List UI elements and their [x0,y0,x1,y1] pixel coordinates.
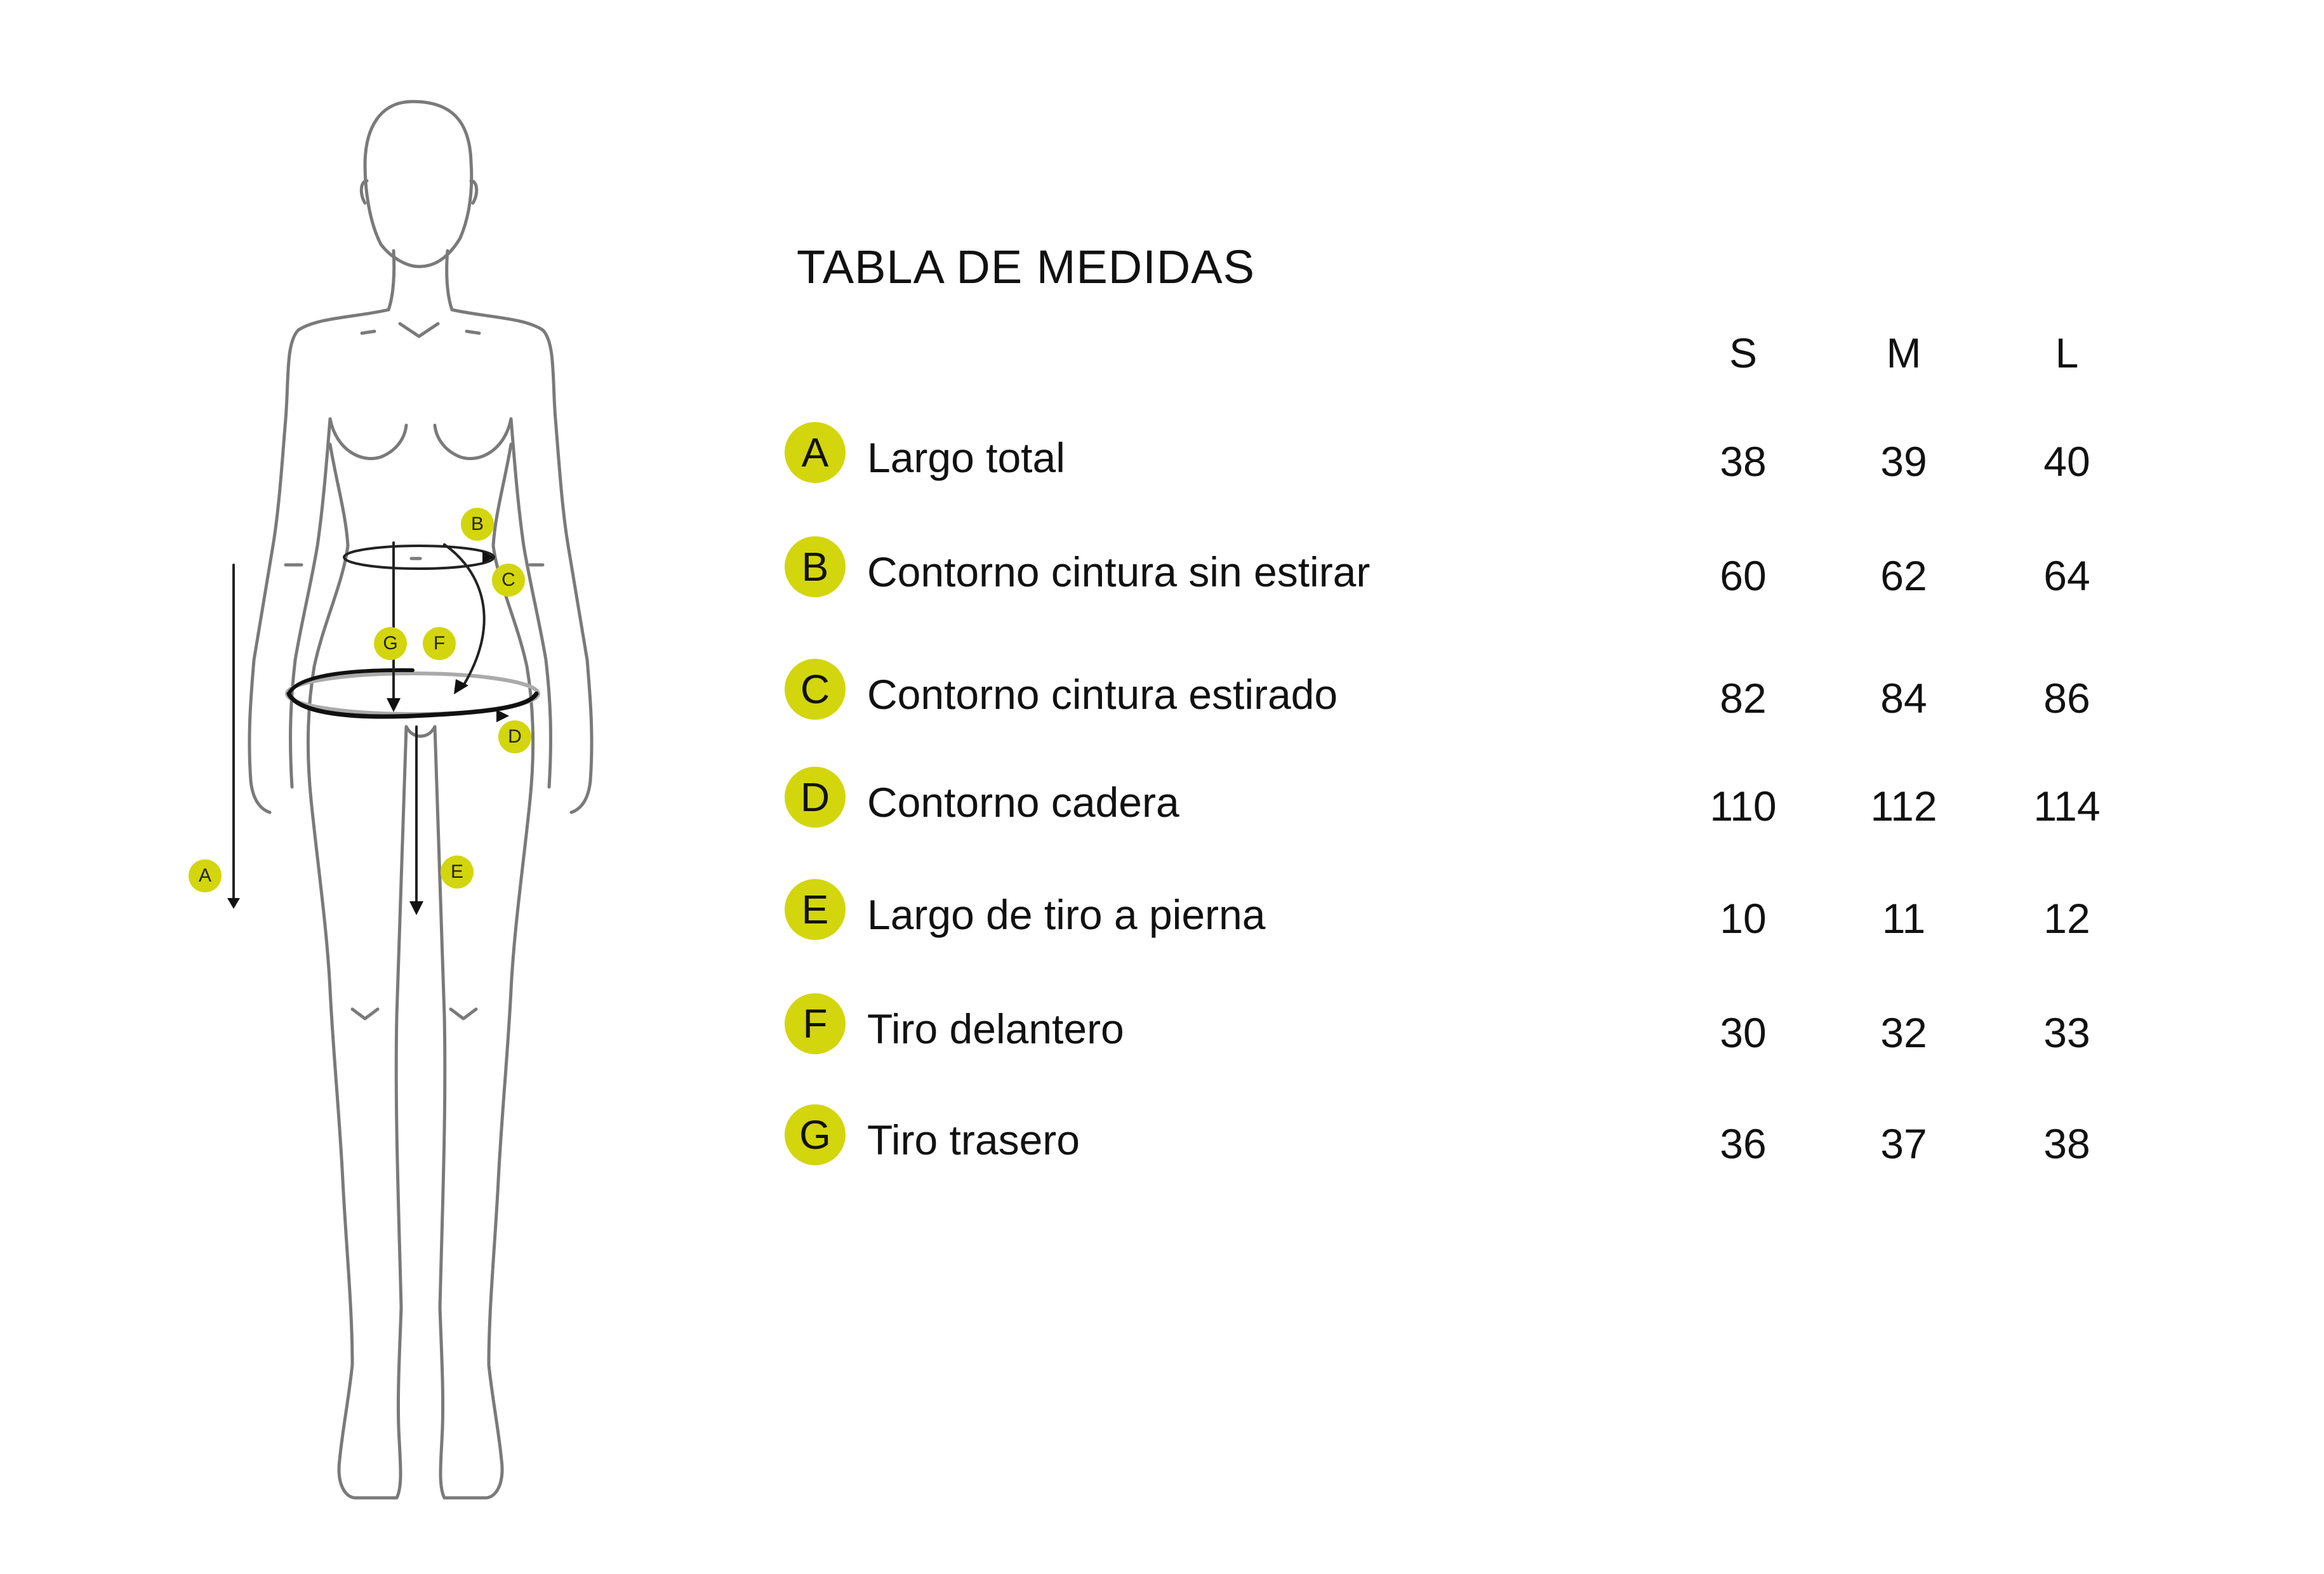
row-label: Largo de tiro a pierna [867,891,1266,938]
value-m: 11 [1882,895,1926,942]
marker-d-badge: D [498,720,531,753]
value-l: 86 [2043,675,2090,722]
body-figure-diagram [0,0,730,1574]
chest-left [330,419,406,459]
value-l: 33 [2043,1009,2090,1056]
row-label: Tiro delantero [867,1005,1124,1052]
row-label: Tiro trasero [867,1116,1080,1163]
row-label: Contorno cadera [867,779,1179,826]
marker-a-badge: A [189,859,222,892]
table-row [785,767,2245,837]
value-l: 114 [2033,783,2101,830]
arrowhead-d [496,710,509,722]
marker-b-badge: B [461,508,494,541]
crotch [406,727,435,736]
collar-v [400,324,438,336]
leg-right-outer [440,990,511,1498]
row-label: Contorno cintura estirado [867,671,1338,718]
row-letter-badge: F [785,993,846,1054]
knee-left [352,1009,378,1019]
marker-c-badge: C [492,564,525,597]
chest-right [435,419,511,459]
collar-left [362,331,375,333]
marker-g-badge: G [374,627,407,660]
row-label: Contorno cintura sin estirar [867,548,1371,595]
value-s: 38 [1720,438,1767,485]
row-letter-badge: B [785,536,846,597]
value-m: 32 [1880,1009,1927,1056]
table-row [785,879,2245,949]
marker-e-badge: E [441,856,474,889]
head-outline [365,102,472,267]
value-l: 64 [2043,552,2090,599]
knee-right [451,1009,476,1019]
row-letter-badge: C [785,659,846,720]
size-header-m: M [1886,329,1922,376]
arrowhead-a [227,898,240,909]
value-l: 38 [2043,1120,2090,1167]
value-s: 36 [1720,1120,1767,1167]
value-s: 30 [1720,1009,1767,1056]
value-m: 112 [1870,783,1937,830]
size-header-l: L [2055,329,2079,376]
row-label: Largo total [867,434,1065,481]
row-letter-badge: G [785,1104,846,1165]
arrowhead-e [409,901,423,915]
row-letter-badge: E [785,879,846,940]
value-s: 110 [1710,783,1777,830]
value-l: 12 [2043,895,2090,942]
row-letter-badge: A [785,422,846,483]
value-s: 60 [1720,552,1767,599]
value-s: 82 [1720,675,1767,722]
table-row [785,659,2245,729]
row-letter-badge: D [785,767,846,828]
leg-right-inner [435,727,445,1307]
table-title: TABLA DE MEDIDAS [797,241,1255,293]
torso-left [249,310,388,812]
table-row [785,536,2245,606]
leg-left-outer [330,990,401,1498]
table-row [785,993,2245,1063]
value-m: 84 [1880,675,1927,722]
marker-f-badge: F [423,627,456,660]
value-m: 37 [1880,1120,1927,1167]
neck-left [388,251,394,310]
neck-right [447,251,452,310]
size-header-s: S [1729,329,1758,376]
leg-left-inner [396,727,406,1307]
value-s: 10 [1720,895,1767,942]
collar-right [467,331,479,333]
value-m: 39 [1880,438,1927,485]
value-m: 62 [1880,552,1927,599]
body-side-left [308,444,348,990]
table-row [785,1104,2245,1174]
arm-inner-left [291,419,330,787]
table-row [785,422,2245,492]
value-l: 40 [2043,438,2090,485]
arrowhead-g [387,698,401,712]
